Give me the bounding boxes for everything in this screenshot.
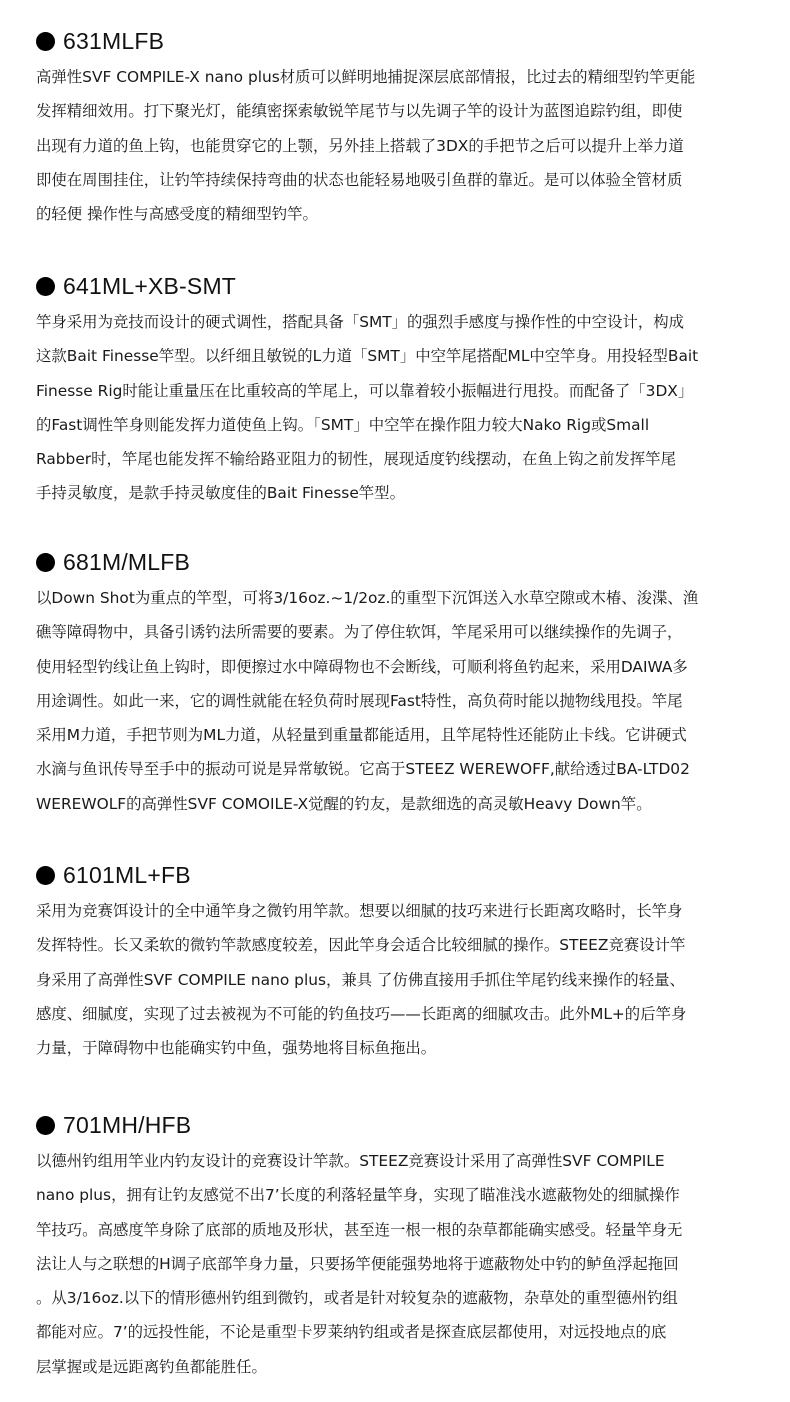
section-641ml-xb-smt <box>36 271 756 511</box>
body-line: 礁等障碍物中，具备引诱钓法所需要的要素。为了停住软饵，竿尾采用可以继续操作的先调子， <box>36 623 683 642</box>
section-heading <box>36 26 756 56</box>
body-line: 层掌握或是远距离钓鱼都能胜任。 <box>36 1357 267 1376</box>
body-line: 采用M力道，手把节则为ML力道，从轻量到重量都能适用，且竿尾特性还能防止卡线。它讲硬式 <box>36 726 687 745</box>
body-line: 这款Bait Finesse竿型。以纤细且敏锐的L力道「SMT」中空竿尾搭配ML中空竿身。用投轻型Bait <box>36 347 699 366</box>
body-line: Finesse Rig时能让重量压在比重较高的竿尾上，可以靠着较小振幅进行甩投。而配备了「3DX」 <box>36 381 694 400</box>
body-line: 力量，于障碍物中也能确实钓中鱼，强势地将目标鱼拖出。 <box>36 1039 437 1058</box>
bullet-icon <box>36 866 55 885</box>
section-title: 681M/MLFB <box>63 548 191 575</box>
body-line: 用途调性。如此一来，它的调性就能在轻负荷时展现Fast特性，高负荷时能以抛物线甩投。竿尾 <box>36 691 683 710</box>
body-line: 出现有力道的鱼上钩，也能贯穿它的上颚，另外挂上搭载了3DX的手把节之后可以提升上举力道 <box>36 136 684 155</box>
section-6101ml-fb <box>36 860 756 1065</box>
body-line: 发挥特性。长又柔软的微钓竿款感度较差，因此竿身会适合比较细腻的操作。STEEZ竞赛设计竿 <box>36 936 686 955</box>
body-line: 以Down Shot为重点的竿型，可将3/16oz.~1/2oz.的重型下沉饵送入水草空隙或木椿、浚渫、渔 <box>36 589 699 607</box>
section-heading <box>36 547 756 577</box>
body-line: 发挥精细效用。打下聚光灯，能缜密探索敏锐竿尾节与以先调子竿的设计为蓝图追踪钓组，即使 <box>36 102 683 121</box>
body-line: 水滴与鱼讯传导至手中的振动可说是异常敏锐。它高于STEEZ WEREWOFF,献给透过BA-LTD02 <box>36 760 690 779</box>
section-heading <box>36 860 756 890</box>
body-line: 。从3/16oz.以下的情形德州钓组到微钓，或者是针对较复杂的遮蔽物，杂草处的重型德州钓组 <box>36 1289 678 1308</box>
section-body <box>36 581 756 821</box>
body-line: 使用轻型钓线让鱼上钩时，即便擦过水中障碍物也不会断线，可顺利将鱼钓起来，采用DAIWA多 <box>36 657 688 676</box>
body-line: Rabber时，竿尾也能发挥不输给路亚阻力的韧性，展现适度钓线摆动，在鱼上钩之前发挥竿尾 <box>36 450 676 469</box>
body-line: nano plus，拥有让钓友感觉不出7’长度的利落轻量竿身，实现了瞄准浅水遮蔽物处的细腻操作 <box>36 1186 680 1205</box>
section-body <box>36 60 756 231</box>
section-title: 6101ML+FB <box>63 861 191 888</box>
body-line: 的Fast调性竿身则能发挥力道使鱼上钩。「SMT」中空竿在操作阻力较大Nako Rig或Small <box>36 415 650 434</box>
body-line: 法让人与之联想的H调子底部竿身力量，只要扬竿便能强势地将于遮蔽物处中钓的鲈鱼浮起拖回 <box>36 1254 679 1273</box>
body-line: 的轻便 操作性与高感受度的精细型钓竿。 <box>36 205 318 224</box>
section-681m-mlfb <box>36 547 756 821</box>
section-title: 641ML+XB-SMT <box>63 272 237 299</box>
section-heading <box>36 1110 756 1140</box>
body-line: 采用为竞赛饵设计的全中通竿身之微钓用竿款。想要以细腻的技巧来进行长距离攻略时，长竿身 <box>36 902 683 920</box>
bullet-icon <box>36 32 55 51</box>
section-701mh-hfb <box>36 1110 756 1384</box>
body-line: 以德州钓组用竿业内钓友设计的竞赛设计竿款。STEEZ竞赛设计采用了高弹性SVF COMPILE <box>36 1152 665 1170</box>
section-body <box>36 305 756 511</box>
body-line: 竿技巧。高感度竿身除了底部的质地及形状，甚至连一根一根的杂草都能确实感受。轻量竿身无 <box>36 1220 683 1239</box>
bullet-icon <box>36 553 55 572</box>
section-heading <box>36 271 756 301</box>
body-line: WEREWOLF的高弹性SVF COMOILE-X觉醒的钓友，是款细选的高灵敏Heavy Down竿。 <box>36 794 652 813</box>
section-631mlfb <box>36 26 756 231</box>
body-line: 即使在周围挂住，让钓竿持续保持弯曲的状态也能轻易地吸引鱼群的靠近。是可以体验全管材质 <box>36 170 683 189</box>
bullet-icon <box>36 1116 55 1135</box>
body-line: 高弹性SVF COMPILE-X nano plus材质可以鲜明地捕捉深层底部情报，比过去的精细型钓竿更能 <box>36 68 696 86</box>
bullet-icon <box>36 277 55 296</box>
section-title: 631MLFB <box>63 27 165 54</box>
section-body <box>36 1144 756 1384</box>
body-line: 手持灵敏度，是款手持灵敏度佳的Bait Finesse竿型。 <box>36 484 405 503</box>
body-line: 都能对应。7’的远投性能，不论是重型卡罗莱纳钓组或者是探查底层都使用，对远投地点的底 <box>36 1323 667 1342</box>
body-line: 感度、细腻度，实现了过去被视为不可能的钓鱼技巧——长距离的细腻攻击。此外ML+的后竿身 <box>36 1004 687 1023</box>
body-line: 身采用了高弹性SVF COMPILE nano plus，兼具 了仿佛直接用手抓住竿尾钓线来操作的轻量、 <box>36 970 685 989</box>
section-body <box>36 894 756 1065</box>
body-line: 竿身采用为竞技而设计的硬式调性，搭配具备「SMT」的强烈手感度与操作性的中空设计，构成 <box>36 313 685 331</box>
section-title: 701MH/HFB <box>63 1111 192 1138</box>
